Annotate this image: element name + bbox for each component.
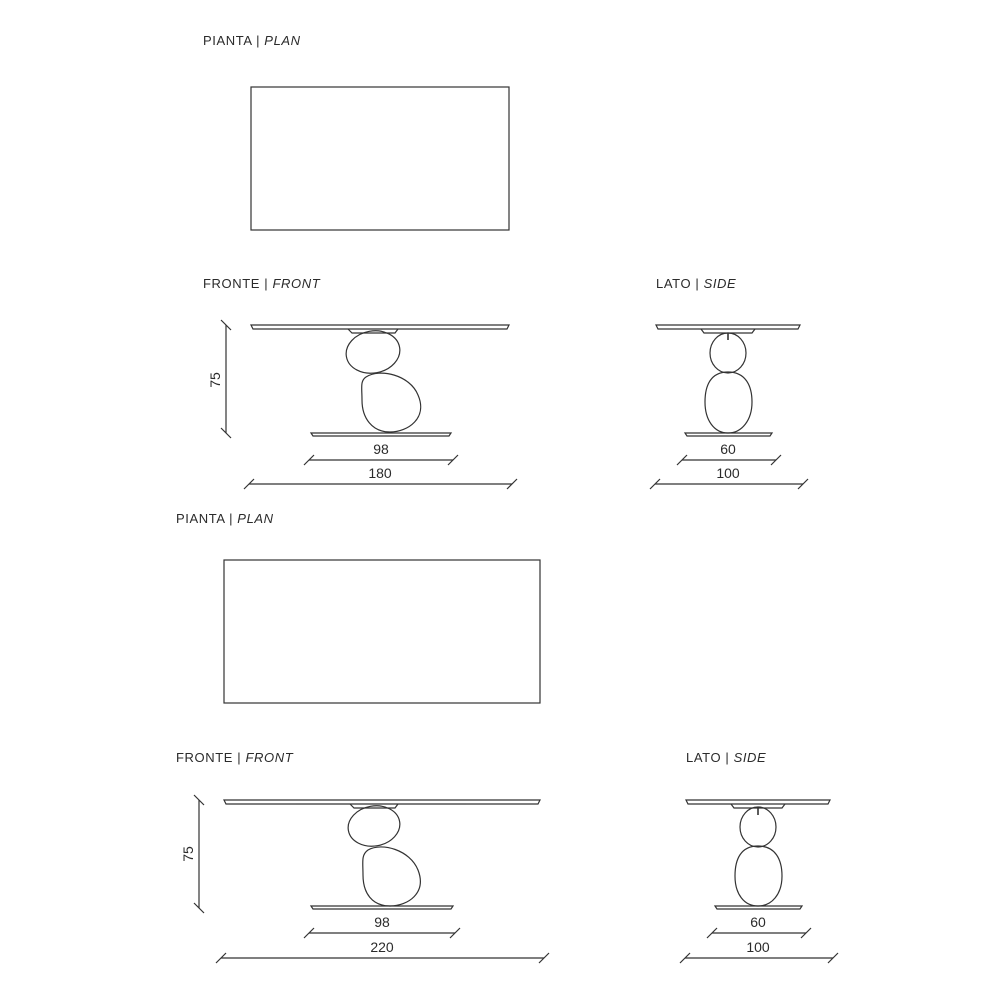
side-width-value: 100 bbox=[716, 465, 740, 481]
upper-stone bbox=[343, 327, 403, 378]
front-label-en: FRONT bbox=[272, 276, 321, 291]
side-label-en: SIDE bbox=[703, 276, 737, 291]
side-label: LATO bbox=[686, 750, 722, 765]
side-label-en: SIDE bbox=[733, 750, 767, 765]
side-label: LATO bbox=[656, 276, 692, 291]
base-width-value: 98 bbox=[374, 914, 390, 930]
separator: | bbox=[695, 276, 700, 291]
separator: | bbox=[229, 511, 234, 526]
height-value: 75 bbox=[207, 372, 223, 388]
tabletop bbox=[251, 325, 509, 329]
front-label-en: FRONT bbox=[245, 750, 294, 765]
front-label: FRONTE bbox=[203, 276, 261, 291]
plan-rect-1 bbox=[251, 87, 509, 230]
side-table-2 bbox=[686, 800, 830, 909]
base-plate bbox=[715, 906, 802, 909]
plan-label-en: PLAN bbox=[237, 511, 274, 526]
front-table-1 bbox=[251, 325, 509, 436]
length-value: 180 bbox=[368, 465, 392, 481]
tabletop bbox=[656, 325, 800, 329]
lower-stone bbox=[735, 846, 782, 906]
separator: | bbox=[725, 750, 730, 765]
base-plate bbox=[311, 906, 453, 909]
plan-label: PIANTA bbox=[203, 33, 252, 48]
separator: | bbox=[264, 276, 269, 291]
side-base-value: 60 bbox=[720, 441, 736, 457]
base-width-value: 98 bbox=[373, 441, 389, 457]
side-base-value: 60 bbox=[750, 914, 766, 930]
side-table-1 bbox=[656, 325, 800, 436]
tabletop bbox=[686, 800, 830, 804]
base-plate bbox=[685, 433, 772, 436]
plan-rect-2 bbox=[224, 560, 540, 703]
upper-stone bbox=[345, 802, 403, 850]
base-plate bbox=[311, 433, 451, 436]
separator: | bbox=[237, 750, 242, 765]
front-label: FRONTE bbox=[176, 750, 234, 765]
front-table-2 bbox=[224, 800, 540, 909]
plan-label: PIANTA bbox=[176, 511, 225, 526]
separator: | bbox=[256, 33, 261, 48]
lower-stone bbox=[362, 373, 421, 432]
lower-stone bbox=[363, 847, 421, 906]
height-value: 75 bbox=[180, 846, 196, 862]
side-width-value: 100 bbox=[746, 939, 770, 955]
length-value: 220 bbox=[370, 939, 394, 955]
plan-label-en: PLAN bbox=[264, 33, 301, 48]
tabletop bbox=[224, 800, 540, 804]
lower-stone bbox=[705, 372, 752, 433]
